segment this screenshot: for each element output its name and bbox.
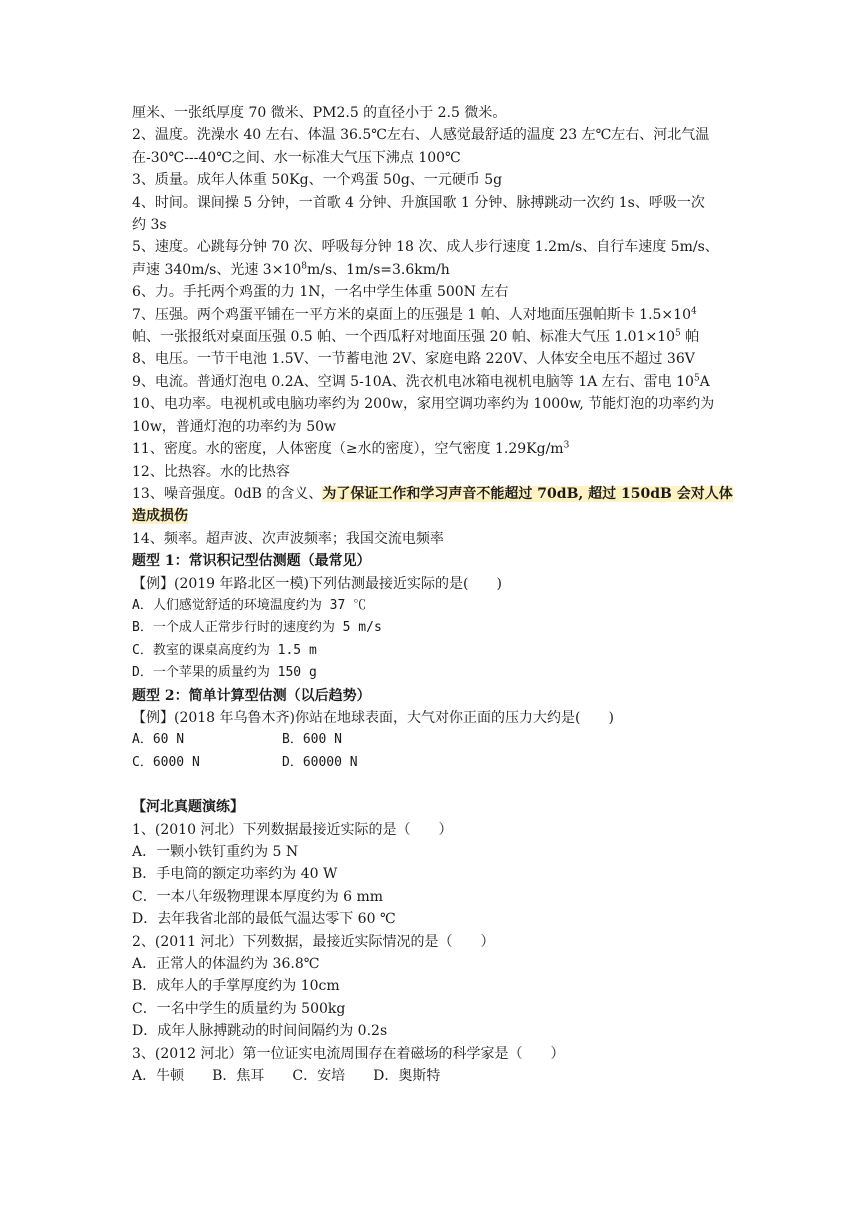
- option-row: [132, 752, 732, 774]
- superscript: 4: [690, 306, 697, 316]
- option-d: D．成年人脉搏跳动的时间间隔约为 0.2s: [132, 1023, 388, 1040]
- text-line: [132, 304, 732, 326]
- text-line: [132, 259, 732, 281]
- text-span: 帕: [680, 329, 700, 346]
- example-stem: 【例】(2019 年路北区一模)下列估测最接近实际的是( ): [132, 575, 502, 592]
- text-line: [132, 483, 732, 505]
- text-span: 9、电流。普通灯泡电 0.2A、空调 5-10A、洗衣机电冰箱电视机电脑等 1A 左右、雷电 10: [132, 373, 694, 390]
- text-span: 13、噪音强度。0dB 的含义、: [132, 485, 323, 502]
- text-span: 11、密度。水的密度，人体密度（≥水的密度），空气密度 1.29Kg/m: [132, 441, 564, 458]
- text-line: [132, 438, 732, 460]
- text-line: 12、比热容。水的比热容: [132, 463, 290, 480]
- superscript: 3: [563, 440, 570, 451]
- text-line: 10w，普通灯泡的功率约为 50w: [132, 418, 337, 435]
- text-line: [132, 505, 732, 527]
- text-line: 4、时间。课间操 5 分钟，一首歌 4 分钟、升旗国歌 1 分钟、脉搏跳动一次约 1s、呼吸一次: [132, 194, 705, 211]
- superscript: 8: [301, 261, 307, 272]
- option-a: A．60 N: [132, 732, 185, 748]
- option-d: D．60000 N: [282, 754, 358, 770]
- option-d: D．一个苹果的质量约为 150 g: [132, 665, 317, 681]
- option-b: B．600 N: [282, 732, 342, 748]
- section-heading: 题型 2：简单计算型估测（以后趋势）: [132, 687, 371, 704]
- superscript: 5: [675, 328, 681, 339]
- document-body: [132, 102, 732, 1087]
- option-a: A．人们感觉舒适的环境温度约为 37 ℃: [132, 597, 367, 613]
- section-heading: 题型 1：常识积记型估测题（最常见）: [132, 553, 371, 570]
- text-line: 2、温度。洗澡水 40 左右、体温 36.5℃左右、人感觉最舒适的温度 23 左℃左右、河北气温: [132, 127, 710, 144]
- question-stem: 3、(2012 河北）第一位证实电流周围存在着磁场的科学家是（ ）: [132, 1045, 565, 1062]
- text-line: 3、质量。成年人体重 50Kg、一个鸡蛋 50g、一元硬币 5g: [132, 172, 503, 189]
- question-stem: 1、(2010 河北）下列数据最接近实际的是（ ）: [132, 821, 453, 838]
- text-line: 8、电压。一节干电池 1.5V、一节蓄电池 2V、家庭电路 220V、人体安全电压不超过 36V: [132, 351, 695, 368]
- superscript: 5: [693, 373, 700, 384]
- text-line: 14、频率。超声波、次声波频率；我国交流电频率: [132, 530, 444, 547]
- text-line: [132, 371, 732, 393]
- option-row: A．牛顿 B．焦耳 C．安培 D．奥斯特: [132, 1068, 441, 1085]
- section-heading: 【河北真题演练】: [132, 799, 244, 816]
- option-b: B．手电筒的额定功率约为 40 W: [132, 866, 338, 883]
- option-c: C．一本八年级物理课本厚度约为 6 mm: [132, 888, 384, 905]
- option-c: C．一名中学生的质量约为 500kg: [132, 1000, 346, 1017]
- text-line: 厘米、一张纸厚度 70 微米、PM2.5 的直径小于 2.5 微米。: [132, 105, 507, 121]
- option-c: C．6000 N: [132, 754, 200, 770]
- highlighted-text: 为了保证工作和学习声音不能超过 70dB, 超过 150dB 会对人体: [322, 485, 733, 502]
- spacer: [132, 774, 732, 796]
- text-line: 6、力。手托两个鸡蛋的力 1N，一名中学生体重 500N 左右: [132, 284, 509, 301]
- text-span: 帕、一张报纸对桌面压强 0.5 帕、一个西瓜籽对地面压强 20 帕、标准大气压 1.01×10: [132, 329, 676, 346]
- text-line: 约 3s: [132, 217, 167, 234]
- option-c: C．教室的课桌高度约为 1.5 m: [132, 642, 317, 658]
- option-a: A．正常人的体温约为 36.8℃: [132, 956, 320, 973]
- text-line: 在-30℃---40℃之间、水一标准大气压下沸点 100℃: [132, 149, 461, 166]
- option-b: B．一个成人正常步行时的速度约为 5 m/s: [132, 620, 382, 636]
- option-d: D．去年我省北部的最低气温达零下 60 ℃: [132, 911, 396, 928]
- option-row: [132, 729, 732, 751]
- text-span: 声速 340m/s、光速 3×10: [132, 261, 302, 278]
- text-line: [132, 326, 732, 348]
- text-line: 5、速度。心跳每分钟 70 次、呼吸每分钟 18 次、成人步行速度 1.2m/s、自行车速度 5m/s、: [132, 239, 719, 256]
- text-span: m/s、1m/s=3.6km/h: [307, 261, 450, 278]
- highlighted-text: 造成损伤: [132, 508, 188, 525]
- option-a: A．一颗小铁钉重约为 5 N: [132, 844, 299, 860]
- example-stem: 【例】(2018 年乌鲁木齐)你站在地球表面，大气对你正面的压力大约是( ): [132, 709, 614, 726]
- text-span: A: [699, 373, 710, 390]
- question-stem: 2、(2011 河北）下列数据，最接近实际情况的是（ ）: [132, 933, 495, 950]
- text-line: 10、电功率。电视机或电脑功率约为 200w，家用空调功率约为 1000w, 节能灯泡的功率约为: [132, 396, 715, 413]
- text-span: 7、压强。两个鸡蛋平铺在一平方米的桌面上的压强是 1 帕、人对地面压强帕斯卡 1.5×10: [132, 306, 691, 323]
- option-b: B．成年人的手掌厚度约为 10cm: [132, 978, 340, 995]
